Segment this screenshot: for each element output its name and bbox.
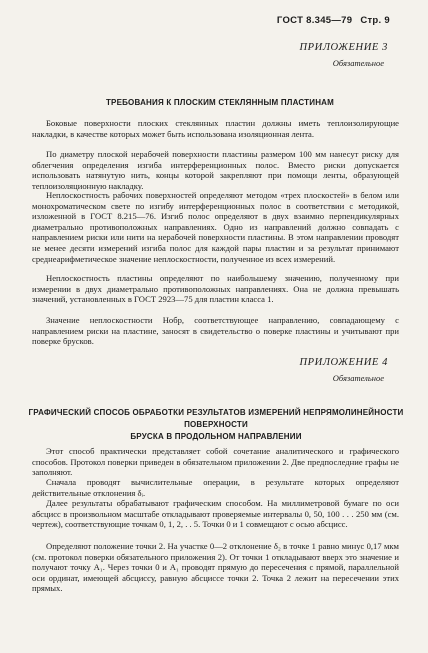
standard-number: ГОСТ 8.345—79	[276, 15, 353, 26]
appendix-4-heading-line: ГРАФИЧЕСКИЙ СПОСОБ ОБРАБОТКИ РЕЗУЛЬТАТОВ ИЗМЕРЕНИЙ НЕПРЯМОЛИНЕЙНОСТИ ПОВЕРХНОСТИ	[28, 408, 404, 429]
appendix-4-paragraph: Определяют положение точки 2. На участке 0—2 отклонение δ₂ в точке 1 равно минус 0,17 мкм (см. протокол поверки обязательного приложения 2). От точки 1 откладывают вверх это значение и получают точку A₁. Через точки 0 и A₁ проводят прямую до пересечения с прямой, параллельной оси ординат, имеющей абсциссу, равную абсциссе точки 2. Точка 2 лежит на пересечении этих прямых.	[32, 541, 399, 594]
appendix-4-heading-line: БРУСКА В ПРОДОЛЬНОМ НАПРАВЛЕНИИ	[130, 432, 302, 441]
appendix-4-heading	[26, 407, 406, 443]
appendix-3-subtitle: Обязательное	[332, 58, 384, 68]
appendix-4-title: ПРИЛОЖЕНИЕ 4	[299, 357, 388, 368]
appendix-4-paragraph: Далее результаты обрабатывают графическим способом. На миллиметровой бумаге по оси абсцисс в произвольном масштабе откладывают проверяемые интервалы 0, 50, 100 . . . 250 мм (см. чертеж), соответствующие точкам 0, 1, 2, . . 5. Точки 0 и 1 совмещают с осью абсцисс.	[32, 498, 399, 530]
appendix-3-paragraph: Неплоскостность пластины определяют по наибольшему значению, полученному при измерении в двух диаметрально противоположных направлениях. Она не должна превышать значений, установленных в ГОСТ 2923—75 для пластин класса 1.	[32, 273, 399, 305]
appendix-3-title: ПРИЛОЖЕНИЕ 3	[299, 42, 388, 53]
appendix-4-paragraph: Этот способ практически представляет собой сочетание аналитического и графического способов. Протокол поверки приведен в обязательном приложении 2. Две предпоследние графы не заполняют.	[32, 446, 399, 478]
appendix-4-subtitle: Обязательное	[332, 373, 384, 383]
appendix-3-paragraph: Значение неплоскостности Hобр, соответствующее направлению, совпадающему с направлением риски на пластине, заносят в свидетельство о поверке пластины и учитывают при поверке брусков.	[32, 315, 399, 347]
appendix-3-paragraph: Боковые поверхности плоских стеклянных пластин должны иметь теплоизолирующие накладки, в качестве которых может быть использована изоляционная лента.	[32, 118, 399, 139]
appendix-3-paragraph: По диаметру плоской нерабочей поверхности пластины размером 100 мм нанесут риску для облегчения определения изгиба интерференционных полос. Вместо риски допускается использовать натянутую нить, концы которой закрепляют при помощи ленты, образующей теплоизоляционную накладку.	[32, 149, 399, 191]
page-header	[272, 15, 390, 26]
appendix-4-paragraph: Сначала проводят вычислительные операции, в результате которых определяют действительные отклонения δᵢ.	[32, 477, 399, 498]
page-number: Стр. 9	[360, 15, 390, 26]
appendix-3-heading: ТРЕБОВАНИЯ К ПЛОСКИМ СТЕКЛЯННЫМ ПЛАСТИНАМ	[105, 98, 335, 107]
appendix-3-paragraph: Неплоскостность рабочих поверхностей определяют методом «трех плоскостей» в белом или монохроматическом свете по изгибу интерференционных полос в соответствии с методикой, изложенной в ГОСТ 8.215—76. Изгиб полос определяют в двух взаимно перпендикулярных диаметрально противоположных направлениях. Одно из направлений должно совпадать с направлением риски или нити на нерабочей поверхности пластины. В этом направлении проводят не менее десяти измерений изгиба полос для каждой пары пластин и за результат принимают среднеарифметическое значение неплоскостности, полученное из всех измерений.	[32, 190, 399, 264]
